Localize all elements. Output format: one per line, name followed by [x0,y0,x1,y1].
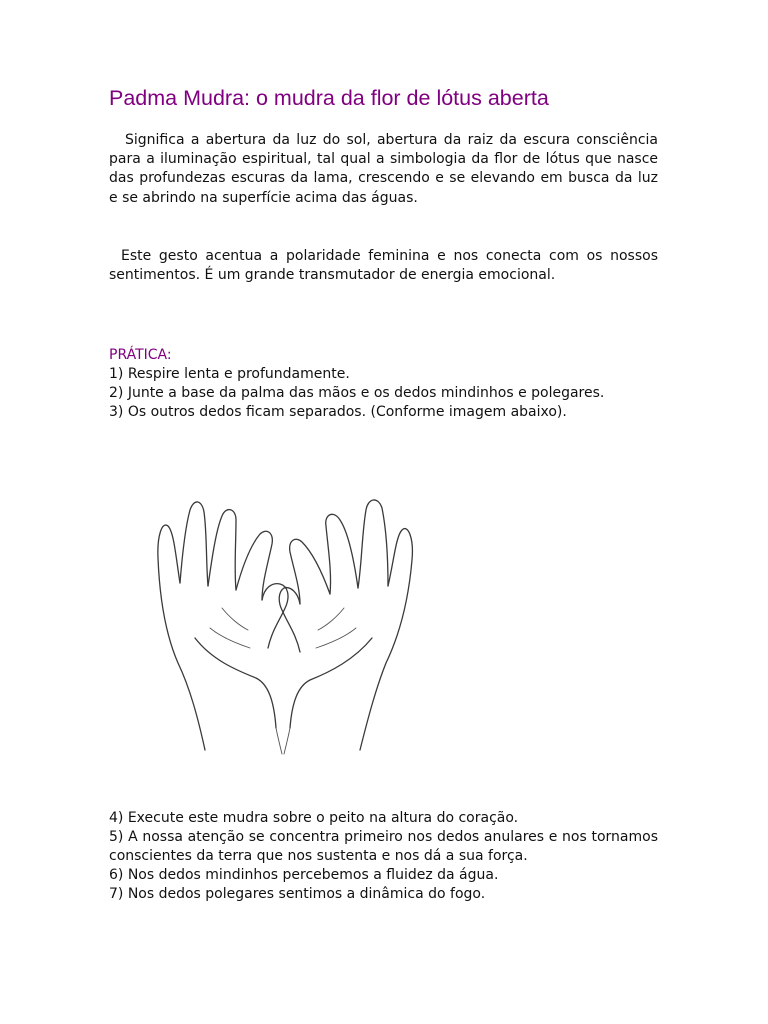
padma-mudra-hands-illustration [150,488,415,756]
hands-drawing [150,488,415,756]
paragraph-gesture: Este gesto acentua a polaridade feminina e nos conecta com os nossos sentimentos. É um grande transmutador de energia emocional. [109,248,658,284]
step-item: 3) Os outros dedos ficam separados. (Conforme imagem abaixo). [109,404,567,420]
practice-steps-list [109,365,658,422]
practice-heading: PRÁTICA: [109,347,172,363]
practice-steps-list-continued [109,809,658,904]
step-item: 6) Nos dedos mindinhos percebemos a fluidez da água. [109,867,499,883]
step-item: 1) Respire lenta e profundamente. [109,366,350,382]
paragraph-meaning: Significa a abertura da luz do sol, abertura da raiz da escura consciência para a iluminação espiritual, tal qual a simbologia da flor de lótus que nasce das profundezas escuras da lama, crescendo e se elevando em busca da luz e se abrindo na superfície acima das águas. [109,132,658,206]
page-title: Padma Mudra: o mudra da flor de lótus aberta [109,86,549,110]
step-item: 2) Junte a base da palma das mãos e os dedos mindinhos e polegares. [109,385,605,401]
step-item: 7) Nos dedos polegares sentimos a dinâmica do fogo. [109,886,486,902]
step-item: 4) Execute este mudra sobre o peito na altura do coração. [109,810,519,826]
step-item: 5) A nossa atenção se concentra primeiro nos dedos anulares e nos tornamos conscientes da terra que nos sustenta e nos dá a sua força. [109,829,658,864]
